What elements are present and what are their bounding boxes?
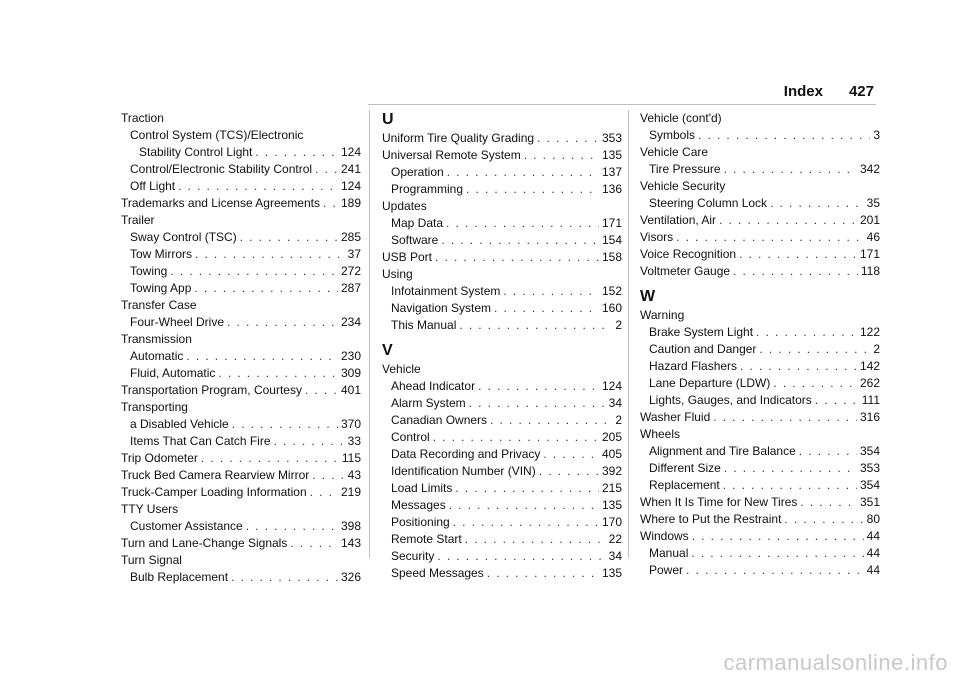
index-entry — [121, 263, 361, 280]
index-entry — [382, 147, 622, 164]
entry-page-number: 205 — [601, 430, 622, 444]
index-letter-heading: W — [640, 288, 656, 305]
dot-leader — [455, 480, 599, 497]
index-entry — [640, 460, 880, 477]
entry-text: Trailer — [121, 213, 155, 227]
entry-page-number: 398 — [340, 519, 361, 533]
entry-page-number: 158 — [601, 250, 622, 264]
entry-text: Towing — [130, 264, 168, 278]
header-divider — [368, 104, 876, 105]
dot-leader — [478, 378, 599, 395]
index-entry — [121, 178, 361, 195]
entry-page-number: 142 — [859, 359, 880, 373]
index-entry — [382, 429, 622, 446]
dot-leader — [676, 229, 864, 246]
entry-text: Tow Mirrors — [130, 247, 192, 261]
entry-text: Vehicle Security — [640, 179, 726, 193]
entry-text: USB Port — [382, 250, 433, 264]
dot-leader — [201, 450, 339, 467]
dot-leader — [447, 164, 599, 181]
entry-page-number: 160 — [601, 301, 622, 315]
entry-text: Control — [391, 430, 430, 444]
entry-text: Vehicle — [382, 362, 421, 376]
entry-text: Wheels — [640, 427, 681, 441]
index-entry — [640, 195, 880, 212]
column-divider-2 — [628, 110, 629, 558]
entry-page-number: 241 — [340, 162, 361, 176]
dot-leader — [740, 358, 857, 375]
index-entry — [640, 307, 880, 324]
index-column-1 — [121, 110, 361, 586]
entry-page-number: 37 — [347, 247, 361, 261]
entry-text: Messages — [391, 498, 446, 512]
entry-text: Sway Control (TSC) — [130, 230, 237, 244]
entry-page-number: 135 — [601, 148, 622, 162]
entry-page-number: 353 — [601, 131, 622, 145]
entry-text: When It Is Time for New Tires — [640, 495, 798, 509]
entry-page-number: 215 — [601, 481, 622, 495]
dot-leader — [323, 195, 338, 212]
entry-text: Alignment and Tire Balance — [649, 444, 796, 458]
entry-text: Voltmeter Gauge — [640, 264, 731, 278]
entry-text: Voice Recognition — [640, 247, 737, 261]
index-entry — [640, 562, 880, 579]
entry-page-number: 171 — [859, 247, 880, 261]
entry-page-number: 401 — [340, 383, 361, 397]
entry-page-number: 405 — [601, 447, 622, 461]
dot-leader — [186, 348, 338, 365]
entry-text: Brake System Light — [649, 325, 754, 339]
entry-text: Trip Odometer — [121, 451, 198, 465]
index-entry — [640, 409, 880, 426]
entry-text: Replacement — [649, 478, 720, 492]
entry-text: Canadian Owners — [391, 413, 488, 427]
index-entry — [640, 229, 880, 246]
index-entry — [382, 412, 622, 429]
entry-text: Steering Column Lock — [649, 196, 768, 210]
dot-leader — [466, 181, 599, 198]
dot-leader — [437, 548, 605, 565]
dot-leader — [195, 246, 345, 263]
dot-leader — [305, 382, 338, 399]
entry-text: TTY Users — [121, 502, 179, 516]
entry-page-number: 115 — [341, 451, 361, 465]
dot-leader — [433, 429, 599, 446]
entry-text: Uniform Tire Quality Grading — [382, 131, 535, 145]
index-letter-heading: V — [382, 342, 393, 359]
entry-text: Customer Assistance — [130, 519, 243, 533]
entry-text: Navigation System — [391, 301, 492, 315]
index-entry — [382, 283, 622, 300]
dot-leader — [739, 246, 857, 263]
index-entry — [121, 399, 361, 416]
entry-text: Load Limits — [391, 481, 453, 495]
index-entry — [382, 378, 622, 395]
entry-text: Ahead Indicator — [391, 379, 476, 393]
entry-page-number: 354 — [859, 444, 880, 458]
index-entry — [382, 565, 622, 582]
index-entry — [382, 548, 622, 565]
entry-page-number: 392 — [601, 464, 622, 478]
dot-leader — [800, 494, 857, 511]
dot-leader — [543, 446, 599, 463]
index-entry — [121, 229, 361, 246]
entry-page-number: 170 — [601, 515, 622, 529]
entry-page-number: 22 — [608, 532, 622, 546]
entry-text: Lights, Gauges, and Indicators — [649, 393, 812, 407]
dot-leader — [469, 395, 606, 412]
index-entry — [121, 518, 361, 535]
entry-text: Transportation Program, Courtesy — [121, 383, 302, 397]
entry-page-number: 201 — [859, 213, 880, 227]
entry-text: Control/Electronic Stability Control — [130, 162, 313, 176]
dot-leader — [310, 484, 338, 501]
entry-page-number: 111 — [861, 393, 880, 407]
entry-text: Using — [382, 267, 413, 281]
index-entry — [640, 110, 880, 127]
index-entry — [121, 501, 361, 518]
entry-page-number: 152 — [601, 284, 622, 298]
index-entry — [640, 324, 880, 341]
entry-text: Warning — [640, 308, 685, 322]
index-entry — [382, 531, 622, 548]
entry-page-number: 2 — [615, 413, 622, 427]
entry-page-number: 262 — [859, 376, 880, 390]
entry-page-number: 46 — [866, 230, 880, 244]
entry-text: Data Recording and Privacy — [391, 447, 541, 461]
entry-text: Bulb Replacement — [130, 570, 229, 584]
entry-text: Stability Control Light — [139, 145, 253, 159]
dot-leader — [459, 317, 612, 334]
entry-text: Four-Wheel Drive — [130, 315, 225, 329]
entry-text: Symbols — [649, 128, 696, 142]
entry-text: Alarm System — [391, 396, 466, 410]
index-entry — [121, 144, 361, 161]
index-entry — [382, 395, 622, 412]
entry-text: Manual — [649, 546, 689, 560]
entry-page-number: 154 — [601, 233, 622, 247]
entry-text: Transporting — [121, 400, 188, 414]
index-entry — [640, 358, 880, 375]
index-entry — [121, 331, 361, 348]
dot-leader — [494, 300, 599, 317]
entry-text: Speed Messages — [391, 566, 484, 580]
page-header — [784, 83, 874, 100]
index-entry — [382, 164, 622, 181]
entry-text: Power — [649, 563, 684, 577]
entry-text: Where to Put the Restraint — [640, 512, 782, 526]
index-entry — [121, 365, 361, 382]
dot-leader — [487, 565, 599, 582]
entry-text: This Manual — [391, 318, 457, 332]
entry-text: Trademarks and License Agreements — [121, 196, 320, 210]
entry-page-number: 316 — [859, 410, 880, 424]
index-entry — [121, 416, 361, 433]
index-column-3 — [640, 110, 880, 579]
entry-page-number: 353 — [859, 461, 880, 475]
entry-page-number: 44 — [866, 563, 880, 577]
index-entry — [382, 361, 622, 378]
dot-leader — [770, 195, 864, 212]
dot-leader — [503, 283, 599, 300]
page-number: 427 — [848, 83, 874, 100]
index-entry — [382, 198, 622, 215]
entry-page-number: 230 — [340, 349, 361, 363]
index-entry — [121, 161, 361, 178]
dot-leader — [691, 545, 863, 562]
dot-leader — [490, 412, 612, 429]
dot-leader — [692, 528, 864, 545]
index-entry — [640, 511, 880, 528]
dot-leader — [724, 460, 857, 477]
entry-page-number: 2 — [873, 342, 880, 356]
entry-text: Programming — [391, 182, 464, 196]
entry-page-number: 137 — [601, 165, 622, 179]
dot-leader — [246, 518, 338, 535]
index-entry — [382, 497, 622, 514]
index-entry — [382, 480, 622, 497]
entry-page-number: 118 — [860, 264, 880, 278]
dot-leader — [441, 232, 599, 249]
entry-text: Traction — [121, 111, 164, 125]
dot-leader — [686, 562, 864, 579]
entry-page-number: 219 — [340, 485, 361, 499]
entry-text: Operation — [391, 165, 444, 179]
entry-text: Washer Fluid — [640, 410, 711, 424]
entry-page-number: 124 — [340, 145, 361, 159]
dot-leader — [453, 514, 599, 531]
index-entry — [382, 317, 622, 334]
entry-text: a Disabled Vehicle — [130, 417, 229, 431]
dot-leader — [756, 324, 857, 341]
watermark: carmanualsonline.info — [723, 650, 948, 675]
entry-page-number: 326 — [340, 570, 361, 584]
entry-text: Universal Remote System — [382, 148, 521, 162]
dot-leader — [170, 263, 338, 280]
index-entry — [640, 144, 880, 161]
section-title: Index — [783, 83, 823, 100]
entry-text: Vehicle Care — [640, 145, 709, 159]
index-entry — [382, 300, 622, 317]
dot-leader — [240, 229, 338, 246]
index-entry — [640, 545, 880, 562]
dot-leader — [255, 144, 338, 161]
dot-leader — [435, 249, 599, 266]
entry-page-number: 135 — [601, 498, 622, 512]
entry-page-number: 44 — [866, 546, 880, 560]
entry-text: Truck-Camper Loading Information — [121, 485, 307, 499]
entry-text: Positioning — [391, 515, 450, 529]
dot-leader — [539, 463, 599, 480]
entry-page-number: 171 — [601, 216, 622, 230]
dot-leader — [231, 569, 338, 586]
entry-page-number: 34 — [608, 549, 622, 563]
entry-text: Map Data — [391, 216, 444, 230]
dot-leader — [524, 147, 599, 164]
dot-leader — [232, 416, 338, 433]
entry-text: Transfer Case — [121, 298, 197, 312]
entry-text: Ventilation, Air — [640, 213, 717, 227]
dot-leader — [218, 365, 338, 382]
index-entry — [121, 535, 361, 552]
dot-leader — [799, 443, 857, 460]
index-entry — [121, 110, 361, 127]
index-entry — [640, 443, 880, 460]
index-entry — [640, 477, 880, 494]
entry-page-number: 234 — [340, 315, 361, 329]
entry-text: Items That Can Catch Fire — [130, 434, 271, 448]
index-letter-heading: U — [382, 111, 394, 128]
index-entry — [382, 463, 622, 480]
entry-text: Towing App — [130, 281, 192, 295]
entry-page-number: 3 — [873, 128, 880, 142]
dot-leader — [733, 263, 858, 280]
index-column-2 — [382, 110, 622, 582]
index-entry — [121, 450, 361, 467]
entry-page-number: 272 — [340, 264, 361, 278]
dot-leader — [815, 392, 859, 409]
entry-page-number: 143 — [340, 536, 361, 550]
dot-leader — [194, 280, 338, 297]
index-entry — [121, 280, 361, 297]
entry-text: Visors — [640, 230, 674, 244]
index-entry — [121, 246, 361, 263]
dot-leader — [723, 477, 857, 494]
index-entry — [382, 232, 622, 249]
entry-text: Fluid, Automatic — [130, 366, 216, 380]
entry-text: Turn and Lane-Change Signals — [121, 536, 288, 550]
dot-leader — [178, 178, 338, 195]
dot-leader — [784, 511, 863, 528]
dot-leader — [290, 535, 338, 552]
dot-leader — [449, 497, 599, 514]
entry-text: Vehicle (cont'd) — [640, 111, 722, 125]
entry-page-number: 287 — [340, 281, 361, 295]
entry-page-number: 351 — [859, 495, 880, 509]
entry-page-number: 35 — [866, 196, 880, 210]
index-entry — [121, 212, 361, 229]
index-entry — [640, 212, 880, 229]
index-entry — [121, 467, 361, 484]
entry-page-number: 2 — [615, 318, 622, 332]
entry-page-number: 80 — [866, 512, 880, 526]
entry-page-number: 354 — [859, 478, 880, 492]
entry-text: Identification Number (VIN) — [391, 464, 536, 478]
dot-leader — [274, 433, 345, 450]
entry-text: Hazard Flashers — [649, 359, 738, 373]
index-entry — [640, 178, 880, 195]
entry-page-number: 136 — [601, 182, 622, 196]
dot-leader — [759, 341, 870, 358]
entry-text: Software — [391, 233, 439, 247]
index-entry — [121, 348, 361, 365]
entry-page-number: 34 — [608, 396, 622, 410]
entry-page-number: 122 — [859, 325, 880, 339]
index-entry — [121, 552, 361, 569]
dot-leader — [227, 314, 338, 331]
dot-leader — [465, 531, 606, 548]
entry-page-number: 43 — [347, 468, 361, 482]
dot-leader — [698, 127, 870, 144]
entry-page-number: 370 — [340, 417, 361, 431]
index-entry — [640, 263, 880, 280]
entry-page-number: 44 — [866, 529, 880, 543]
dot-leader — [537, 130, 599, 147]
entry-text: Tire Pressure — [649, 162, 721, 176]
dot-leader — [446, 215, 599, 232]
entry-page-number: 342 — [859, 162, 880, 176]
index-entry — [640, 341, 880, 358]
entry-page-number: 189 — [340, 196, 361, 210]
dot-leader — [773, 375, 857, 392]
index-entry — [640, 494, 880, 511]
index-entry — [382, 446, 622, 463]
index-entry — [382, 130, 622, 147]
entry-page-number: 124 — [601, 379, 622, 393]
entry-text: Infotainment System — [391, 284, 501, 298]
entry-text: Truck Bed Camera Rearview Mirror — [121, 468, 310, 482]
entry-text: Control System (TCS)/Electronic — [130, 128, 304, 142]
column-divider-1 — [369, 110, 370, 558]
entry-text: Lane Departure (LDW) — [649, 376, 771, 390]
dot-leader — [719, 212, 857, 229]
entry-text: Windows — [640, 529, 689, 543]
index-entry — [382, 215, 622, 232]
index-entry — [121, 484, 361, 501]
index-entry — [121, 127, 361, 144]
entry-text: Remote Start — [391, 532, 462, 546]
index-entry — [640, 528, 880, 545]
entry-page-number: 309 — [340, 366, 361, 380]
index-entry — [121, 433, 361, 450]
dot-leader — [312, 467, 344, 484]
index-entry — [121, 195, 361, 212]
index-entry — [382, 249, 622, 266]
entry-page-number: 124 — [340, 179, 361, 193]
index-entry — [640, 246, 880, 263]
entry-text: Different Size — [649, 461, 721, 475]
dot-leader — [713, 409, 857, 426]
index-entry — [382, 266, 622, 283]
index-entry — [640, 426, 880, 443]
index-entry — [382, 181, 622, 198]
entry-text: Security — [391, 549, 435, 563]
entry-page-number: 33 — [347, 434, 361, 448]
dot-leader — [724, 161, 857, 178]
index-entry — [121, 297, 361, 314]
index-entry — [121, 314, 361, 331]
entry-text: Off Light — [130, 179, 176, 193]
index-entry — [121, 569, 361, 586]
index-entry — [640, 375, 880, 392]
index-entry — [382, 514, 622, 531]
entry-page-number: 285 — [340, 230, 361, 244]
dot-leader — [315, 161, 338, 178]
entry-page-number: 135 — [601, 566, 622, 580]
entry-text: Transmission — [121, 332, 192, 346]
index-entry — [640, 392, 880, 409]
index-entry — [640, 161, 880, 178]
entry-text: Automatic — [130, 349, 184, 363]
index-entry — [121, 382, 361, 399]
entry-text: Updates — [382, 199, 427, 213]
index-entry — [640, 127, 880, 144]
entry-text: Turn Signal — [121, 553, 182, 567]
entry-text: Caution and Danger — [649, 342, 757, 356]
